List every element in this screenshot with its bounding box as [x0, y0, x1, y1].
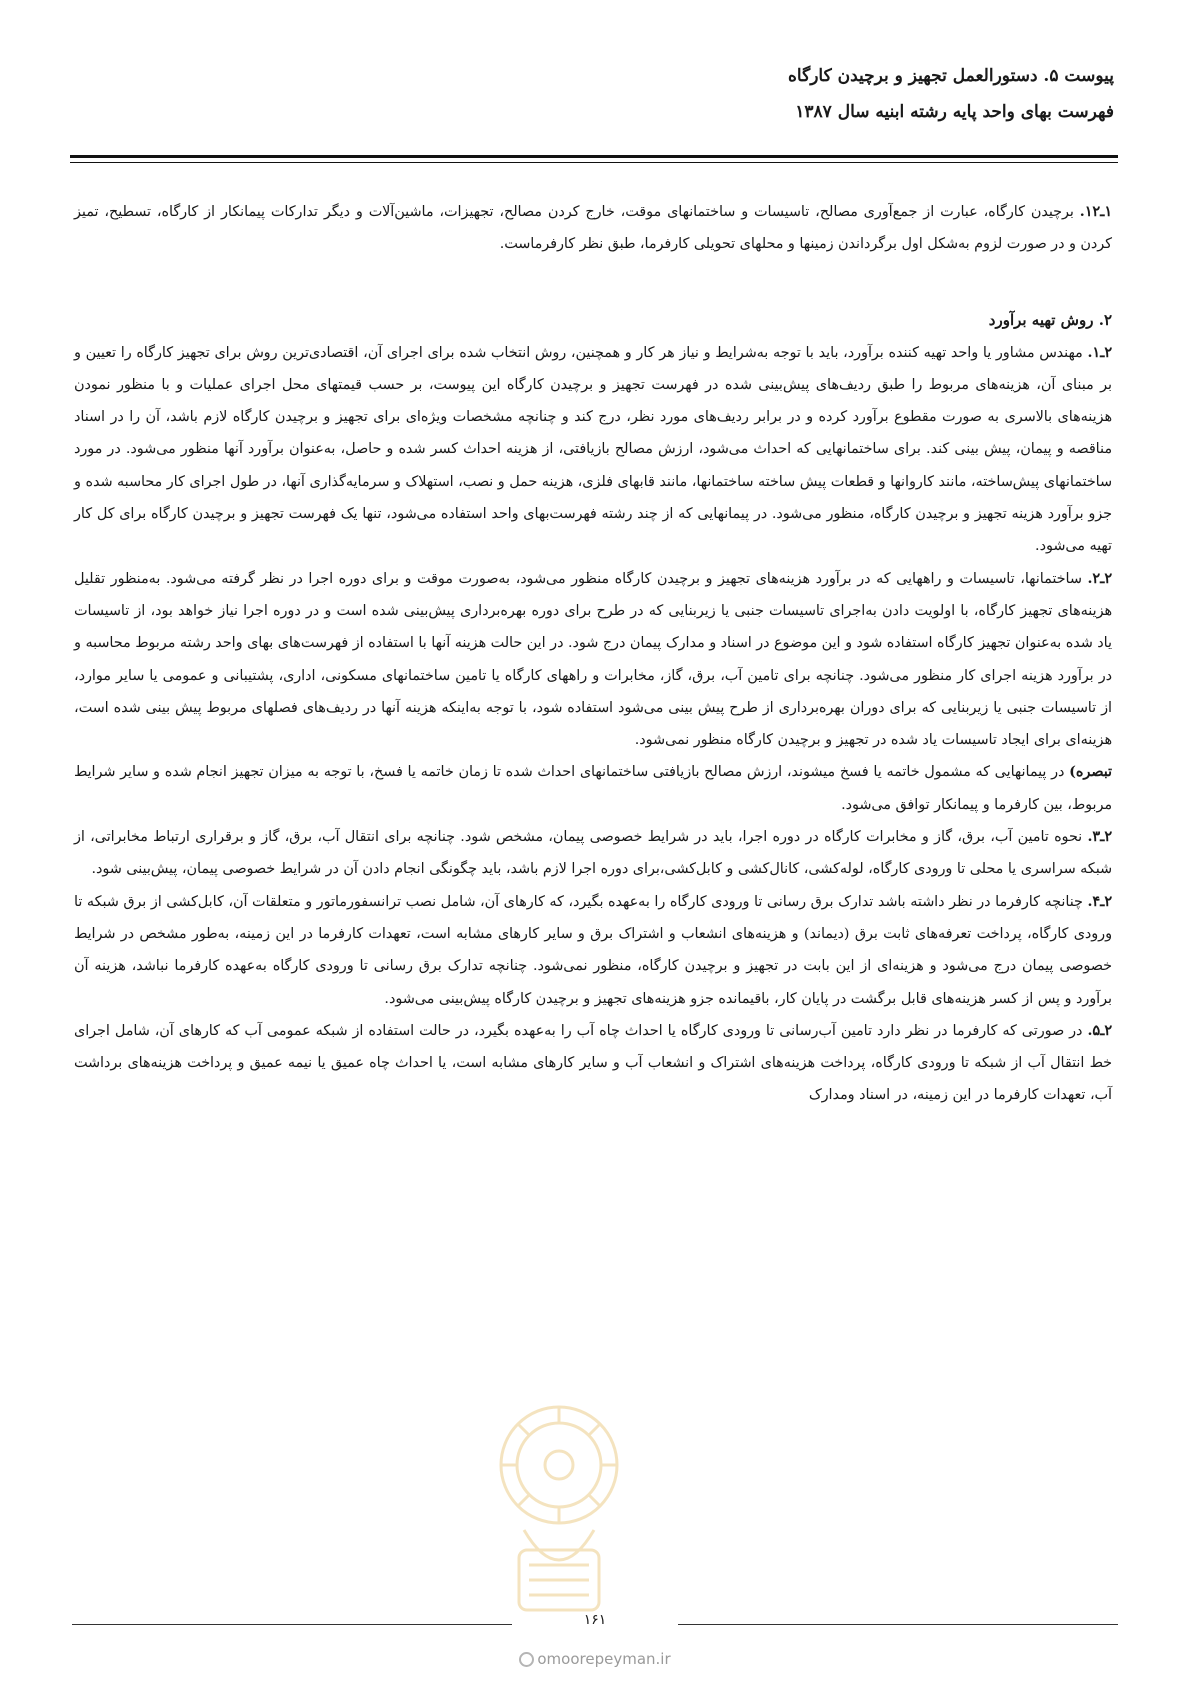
section-number: ۲ـ۲.	[1087, 570, 1112, 587]
site-watermark	[0, 1650, 1190, 1668]
page-header	[74, 58, 1114, 130]
paragraph-text: مهندس مشاور یا واحد تهیه کننده برآورد، باید با توجه به‌شرایط و نیاز هر کار و همچنین، روش انتخاب شده برای اجرای آن، اقتصادی‌ترین روش برای تجهیز کارگاه را تعیین و بر مبنای آن، هزینه‌های مربوط را طبق ردیف‌های پیش‌بینی شده در فهرست تجهیز و برچیدن کارگاه این پیوست، بر حسب قیمتهای محل اجرای عملیات و با منظور نمودن هزینه‌های بالاسری به صورت مقطوع برآورد کرده و در برابر ردیف‌های مورد نظر، درج کند و چنانچه مشخصات ویژه‌ای برای تجهیز و برچیدن کارگاه لازم باشد، آن را در اسناد مناقصه و پیمان، پیش بینی کند. برای ساختمانهایی که احداث می‌شود، ارزش مصالح بازیافتی، از هزینه احداث کسر شده و حاصل، به‌عنوان برآورد آنها منظور می‌شود. در مورد ساختمانهای پیش‌ساخته، مانند کاروانها و قطعات پیش ساخته ساختمانها، مانند قابهای فلزی، هزینه حمل و نصب، استهلاک و سرمایه‌گذاری آنها، در طول اجرای کار محاسبه شده و جزو برآورد هزینه تجهیز و برچیدن کارگاه، منظور می‌شود. در پیمانهایی که از چند رشته فهرست‌بهای واحد استفاده می‌شود، تنها یک فهرست تجهیز و برچیدن کارگاه برای کل کار تهیه می‌شود.	[74, 344, 1112, 555]
paragraph-text: در پیمانهایی که مشمول خاتمه یا فسخ میشوند، ارزش مصالح بازیافتی ساختمانهای احداث شده تا زمان خاتمه یا فسخ، با توجه به میزان تجهیز انجام شده و سایر شرایط مربوط، بین کارفرما و پیمانکار توافق می‌شود.	[74, 764, 1112, 813]
paragraph-2-5	[74, 1015, 1112, 1112]
section-number: ۱ـ۱۲.	[1079, 204, 1112, 220]
site-url: omoorepeyman.ir	[537, 1650, 671, 1668]
header-line-1: پیوست ۵. دستورالعمل تجهیز و برچیدن کارگاه	[788, 66, 1114, 86]
section-heading-2: ۲. روش تهیه برآورد	[988, 310, 1112, 329]
paragraph-2-3	[74, 821, 1112, 886]
page-number: ۱۶۱	[583, 1612, 607, 1628]
paragraph-text: چنانچه کارفرما در نظر داشته باشد تدارک برق رسانی تا ورودی کارگاه را به‌عهده بگیرد، که کارهای آن، شامل نصب ترانسفورماتور و متعلقات آن، کابل‌کشی از برق شبکه تا ورودی کارگاه، پرداخت تعرفه‌های ثابت برق (دیماند) و هزینه‌های انشعاب و اشتراک برق و سایر کارهای مشابه است، تعهدات کارفرما در این زمینه، به‌طور مشخص در شرایط خصوصی پیمان درج می‌شود و هزینه‌ای از این بابت در تجهیز و برچیدن کارگاه، منظور نمی‌شود. چنانچه تدارک برق رسانی تا ورودی کارگاه به‌عهده کارفرما نباشد، هزینه آن برآورد و پس از کسر هزینه‌های قابل برگشت در پایان کار، باقیمانده جزو هزینه‌های تجهیز و برچیدن کارگاه پیش‌بینی می‌شود.	[74, 893, 1112, 1007]
gear-emblem-watermark-icon	[484, 1390, 634, 1630]
header-rule-thick	[70, 155, 1118, 158]
paragraph-text: برچیدن کارگاه، عبارت از جمع‌آوری مصالح، تاسیسات و ساختمانهای موقت، خارج کردن مصالح، تجهیزات، ماشین‌آلات و دیگر تدارکات پیمانکار از کارگاه، تسطیح، تمیز کردن و در صورت لزوم به‌شکل اول برگرداندن زمینها و محلهای تحویلی کارفرما، طبق نظر کارفرماست.	[74, 204, 1112, 253]
paragraph-text: نحوه تامین آب، برق، گاز و مخابرات کارگاه در دوره اجرا، باید در شرایط خصوصی پیمان، مشخص شود. چنانچه برای انتقال آب، برق، گاز و برقراری ارتباط مخابراتی، از شبکه سراسری یا محلی تا ورودی کارگاه، لوله‌کشی، کانال‌کشی و کابل‌کشی،برای دوره اجرا لازم باشد، باید چگونگی انجام دادن آن در شرایط خصوصی پیمان، پیش‌بینی شود.	[74, 829, 1112, 878]
paragraph-2-1	[74, 337, 1112, 563]
paragraph-2-2	[74, 563, 1112, 757]
paragraph-1-12	[74, 196, 1112, 261]
page-body	[74, 196, 1112, 1112]
section-number: ۲ـ۳.	[1087, 829, 1112, 846]
section-number: ۲ـ۴.	[1087, 893, 1112, 910]
header-line-2: فهرست بهای واحد پایه رشته ابنیه سال ۱۳۸۷	[795, 102, 1114, 122]
section-number: ۲ـ۵.	[1087, 1022, 1112, 1039]
header-rule-thin	[70, 162, 1118, 163]
section-number: ۲ـ۱.	[1087, 344, 1112, 361]
paragraph-2-4	[74, 886, 1112, 1015]
note-paragraph	[74, 756, 1112, 821]
spacer	[74, 261, 1112, 295]
note-label: تبصره)	[1069, 764, 1112, 781]
paragraph-text: ساختمانها، تاسیسات و راههایی که در برآورد هزینه‌های تجهیز و برچیدن کارگاه منظور می‌شود، به‌صورت موقت و برای دوره اجرا در نظر گرفته می‌شود. به‌منظور تقلیل هزینه‌های تجهیز کارگاه، با اولویت دادن به‌اجرای تاسیسات جنبی یا زیربنایی که در طرح برای دوره بهره‌برداری پیش‌بینی شده است و در دوره اجرا نیاز خواهد بود، از تاسیسات یاد شده به‌عنوان تجهیز کارگاه استفاده شود و این موضوع در اسناد و مدارک پیمان درج شود. در این حالت هزینه آنها با استفاده از فهرست‌های بهای واحد رشته مربوط محاسبه و در برآورد هزینه اجرای کار منظور می‌شود. چنانچه برای تامین آب، برق، گاز، مخابرات و راههای کارگاه یا تامین ساختمانهای مسکونی، اداری، پشتیبانی و عمومی یا سایر موارد، از تاسیسات جنبی یا زیربنایی که برای دوران بهره‌برداری از طرح پیش بینی می‌شود استفاده شود، با توجه به‌اینکه هزینه آنها در ردیف‌های فصلهای مربوط پیش بینی شده است، هزینه‌ای برای ایجاد تاسیسات یاد شده در تجهیز و برچیدن کارگاه منظور نمی‌شود.	[74, 570, 1112, 749]
at-sign-icon	[519, 1652, 534, 1667]
paragraph-text: در صورتی که کارفرما در نظر دارد تامین آب‌رسانی تا ورودی کارگاه یا احداث چاه آب را به‌عهده بگیرد، در حالت استفاده از شبکه عمومی آب که کارهای آن، شامل اجرای خط انتقال آب از شبکه تا ورودی کارگاه، پرداخت هزینه‌های اشتراک و انشعاب آب و سایر کارهای مشابه است، یا احداث چاه عمیق یا نیمه عمیق و پرداخت هزینه‌های برداشت آب، تعهدات کارفرما در این زمینه، در اسناد ومدارک	[74, 1022, 1112, 1104]
